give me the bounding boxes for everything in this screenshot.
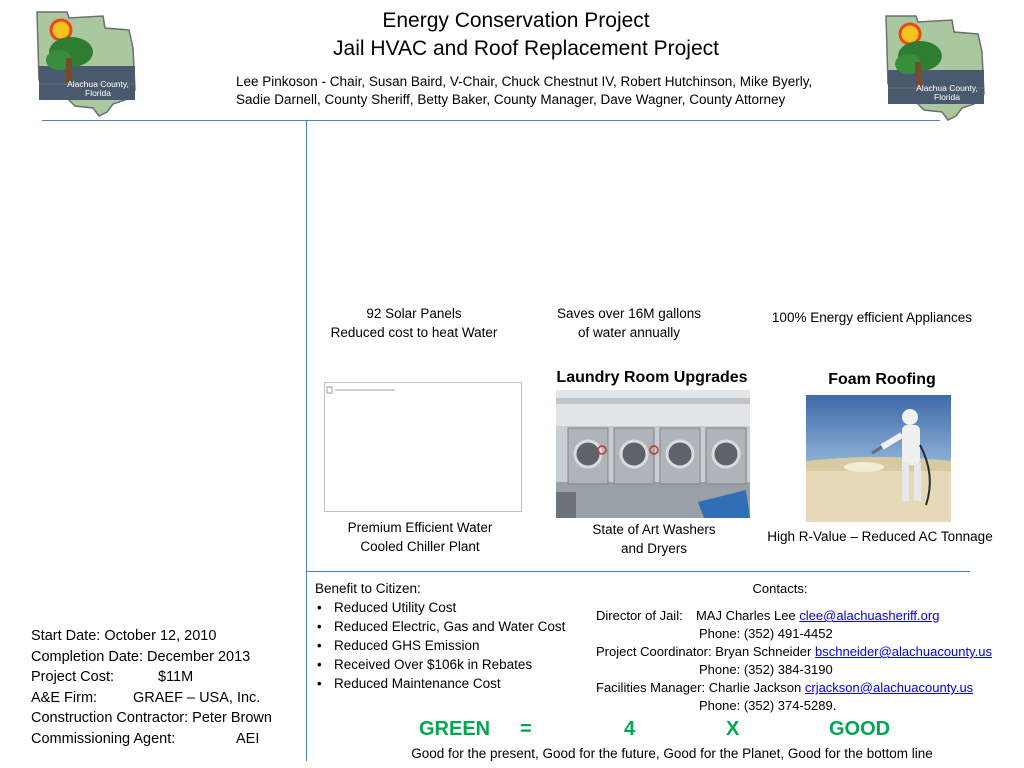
appliances-caption: 100% Energy efficient Appliances bbox=[771, 310, 973, 325]
project-cost-row bbox=[31, 667, 303, 688]
vertical-divider bbox=[306, 121, 307, 761]
equation-four: 4 bbox=[624, 718, 636, 740]
benefits-list bbox=[315, 598, 585, 693]
contacts-block bbox=[596, 607, 1020, 715]
contact-coordinator bbox=[596, 643, 1020, 661]
benefit-item: • Reduced Maintenance Cost bbox=[315, 674, 585, 693]
benefits-section bbox=[315, 579, 585, 693]
project-cost-value: $11M bbox=[158, 669, 194, 685]
chiller-caption-line1: Premium Efficient Water bbox=[347, 520, 493, 535]
ae-firm-value: GRAEF – USA, Inc. bbox=[133, 689, 261, 706]
facilities-phone: Phone: (352) 374-5289. bbox=[699, 698, 837, 713]
equation-green: GREEN bbox=[419, 718, 491, 740]
water-caption-line1: Saves over 16M gallons bbox=[556, 306, 702, 321]
equation-good: GOOD bbox=[829, 718, 891, 740]
contact-facilities bbox=[596, 679, 1020, 697]
logo-text bbox=[63, 80, 133, 98]
foam-roofing-photo bbox=[806, 395, 951, 522]
roofing-caption: High R-Value – Reduced AC Tonnage bbox=[767, 529, 993, 544]
logo-text-line1: Alachua County, bbox=[67, 79, 129, 89]
solar-caption bbox=[316, 304, 512, 342]
solar-caption-line1: 92 Solar Panels bbox=[366, 306, 462, 321]
coordinator-name: Bryan Schneider bbox=[715, 644, 812, 659]
page-title: Energy Conservation Project bbox=[382, 9, 650, 32]
equation-x: X bbox=[726, 718, 740, 740]
laundry-caption-line1: State of Art Washers bbox=[592, 522, 716, 537]
commissioning-row bbox=[31, 729, 303, 750]
broken-image-icon bbox=[325, 386, 521, 396]
laundry-caption bbox=[562, 520, 746, 558]
project-info bbox=[31, 626, 303, 749]
logo-text-line1: Alachua County, bbox=[916, 83, 978, 93]
completion-date: Completion Date: December 2013 bbox=[31, 648, 251, 665]
logo-text-line2: Florida bbox=[85, 88, 111, 98]
coordinator-email-link[interactable]: bschneider@alachuacounty.us bbox=[815, 644, 993, 659]
benefit-item: • Reduced GHS Emission bbox=[315, 636, 585, 655]
contact-director bbox=[596, 607, 1020, 625]
laundry-caption-line2: and Dryers bbox=[620, 541, 688, 556]
chiller-caption bbox=[322, 518, 518, 556]
commissioning-value: AEI bbox=[236, 730, 260, 747]
ae-firm-row bbox=[31, 688, 303, 709]
board-members-line1: Lee Pinkoson - Chair, Susan Baird, V-Chair, Chuck Chestnut IV, Robert Hutchinson, Mike Byerly, bbox=[236, 74, 813, 89]
tagline: Good for the present, Good for the future, Good for the Planet, Good for the bottom line bbox=[411, 746, 933, 761]
facilities-email-link[interactable]: crjackson@alachuacounty.us bbox=[804, 680, 974, 695]
laundry-photo bbox=[556, 390, 750, 518]
page-subtitle: Jail HVAC and Roof Replacement Project bbox=[333, 37, 719, 60]
logo-text bbox=[912, 84, 982, 102]
benefit-item: • Reduced Utility Cost bbox=[315, 598, 585, 617]
coordinator-label: Project Coordinator: bbox=[596, 644, 712, 659]
laundry-heading: Laundry Room Upgrades bbox=[556, 369, 748, 386]
top-divider bbox=[42, 120, 940, 121]
contacts-title: Contacts: bbox=[752, 581, 808, 596]
water-caption-line2: of water annually bbox=[577, 325, 681, 340]
chiller-image-placeholder bbox=[324, 382, 522, 512]
water-caption bbox=[540, 304, 718, 342]
equation-equals: = bbox=[520, 718, 532, 740]
director-phone: Phone: (352) 491-4452 bbox=[699, 626, 833, 641]
start-date: Start Date: October 12, 2010 bbox=[31, 628, 217, 644]
commissioning-label: Commissioning Agent: bbox=[31, 730, 176, 747]
benefit-item: • Received Over $106k in Rebates bbox=[315, 655, 585, 674]
director-email-link[interactable]: clee@alachuasheriff.org bbox=[799, 608, 940, 623]
benefits-title: Benefit to Citizen: bbox=[315, 581, 421, 596]
benefit-item: • Reduced Electric, Gas and Water Cost bbox=[315, 617, 585, 636]
facilities-label: Facilities Manager: bbox=[596, 680, 706, 695]
construction-contractor: Construction Contractor: Peter Brown bbox=[31, 710, 272, 726]
roofing-heading: Foam Roofing bbox=[828, 371, 936, 388]
middle-divider bbox=[307, 571, 970, 572]
board-members bbox=[236, 73, 856, 109]
board-members-line2: Sadie Darnell, County Sheriff, Betty Baker, County Manager, Dave Wagner, County Attorney bbox=[236, 92, 786, 107]
project-cost-label: Project Cost: bbox=[31, 669, 114, 685]
solar-caption-line2: Reduced cost to heat Water bbox=[330, 325, 498, 340]
facilities-name: Charlie Jackson bbox=[708, 680, 802, 695]
director-name: MAJ Charles Lee bbox=[695, 608, 796, 623]
coordinator-phone: Phone: (352) 384-3190 bbox=[699, 662, 833, 677]
logo-text-line2: Florida bbox=[934, 92, 960, 102]
ae-firm-label: A&E Firm: bbox=[31, 689, 98, 706]
director-label: Director of Jail: bbox=[596, 608, 683, 623]
chiller-caption-line2: Cooled Chiller Plant bbox=[360, 539, 480, 554]
